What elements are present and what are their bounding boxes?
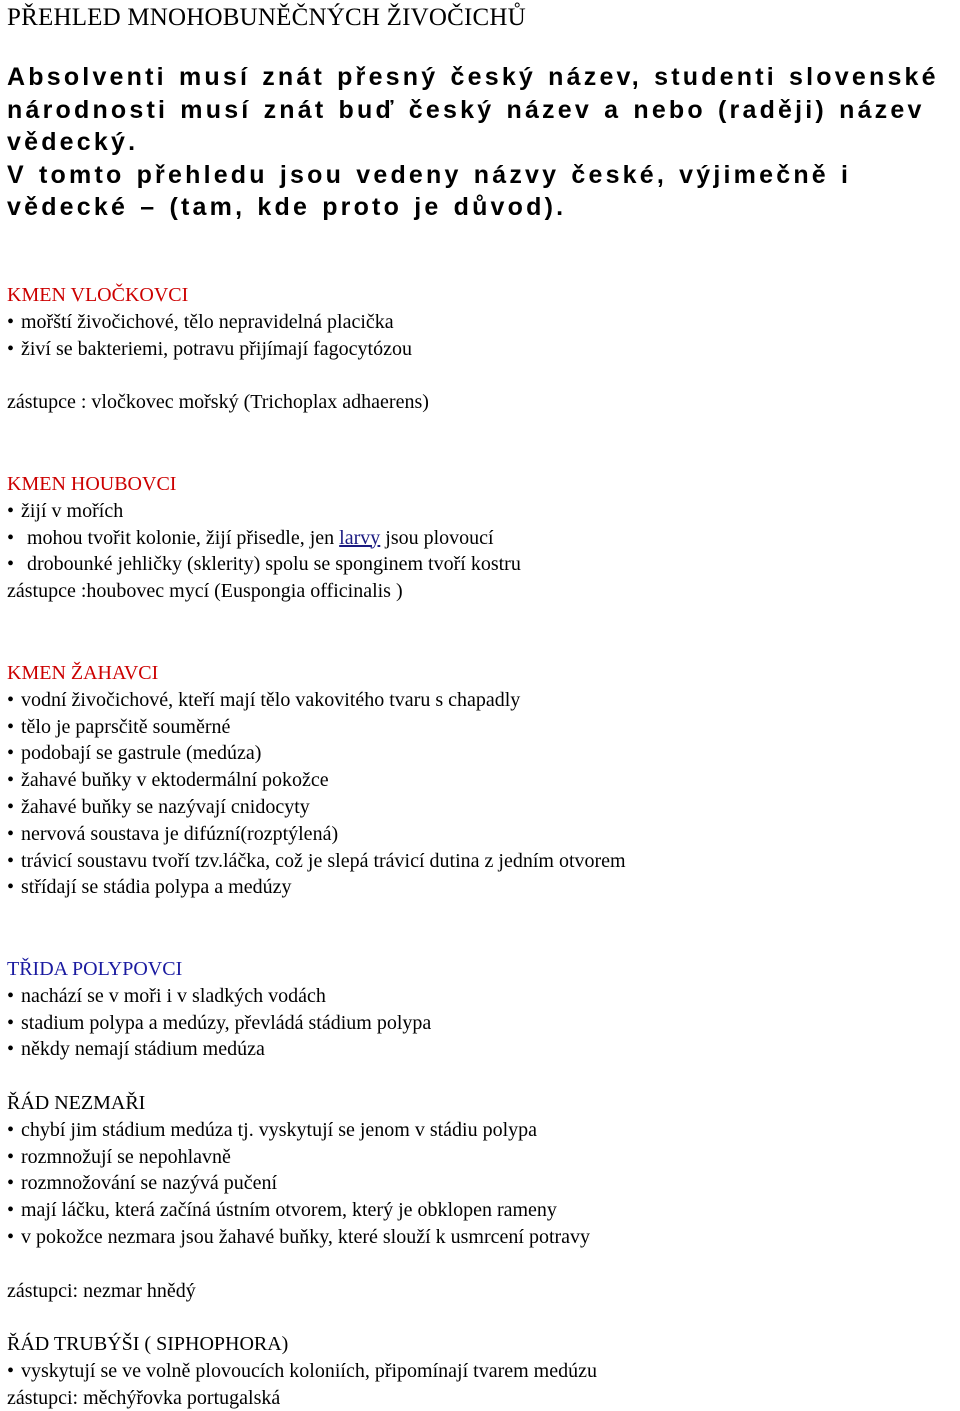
list-item: • vodní živočichové, kteří mají tělo vakovitého tvaru s chapadly (7, 687, 626, 714)
list-item-text: jsou plovoucí (380, 526, 494, 549)
list-item: • živí se bakteriemi, potravu přijímají fagocytózou (7, 336, 429, 363)
list-item: • nervová soustava je difúzní(rozptýlená) (7, 821, 626, 848)
list-item: • tělo je paprsčitě souměrné (7, 714, 626, 741)
list-item: • mořští živočichové, tělo nepravidelná placička (7, 309, 429, 336)
representative-text: zástupci: měchýřovka portugalská (7, 1386, 281, 1409)
larvy-link[interactable]: larvy (339, 526, 381, 549)
section-zahavci (7, 660, 626, 901)
list-item: • nachází se v moři i v sladkých vodách (7, 983, 431, 1010)
list-item: • rozmnožování se nazývá pučení (7, 1170, 590, 1197)
list-item: • žijí v mořích (7, 498, 521, 525)
list-item: • žahavé buňky se nazývají cnidocyty (7, 794, 626, 821)
section-heading: TŘIDA POLYPOVCI (7, 958, 183, 980)
list-item: • žahavé buňky v ektodermální pokožce (7, 767, 626, 794)
section-heading: ŘÁD NEZMAŘI (7, 1092, 146, 1114)
representative-text: zástupce : vločkovec mořský (Trichoplax adhaerens) (7, 391, 429, 414)
section-vlockovci (7, 282, 429, 416)
list-item (7, 525, 521, 552)
representative-text: zástupci: nezmar hnědý (7, 1279, 196, 1302)
section-heading: KMEN VLOČKOVCI (7, 284, 189, 306)
list-item: • v pokožce nezmara jsou žahavé buňky, které slouží k usmrcení potravy (7, 1224, 590, 1251)
section-nezmari (7, 1090, 590, 1305)
representative-text: zástupce :houbovec mycí (Euspongia officinalis ) (7, 580, 403, 603)
list-item-text: mohou tvořit kolonie, žijí přisedle, jen (27, 526, 340, 549)
intro-notice (7, 61, 957, 224)
document-title: PŘEHLED MNOHOBUNĚČNÝCH ŽIVOČICHŮ (7, 4, 526, 31)
section-trubysi (7, 1331, 597, 1411)
list-item: • trávicí soustavu tvoří tzv.láčka, což je slepá trávicí dutina z jedním otvorem (7, 848, 626, 875)
list-item: • střídají se stádia polypa a medúzy (7, 874, 626, 901)
intro-line-2: V tomto přehledu jsou vedeny názvy české, výjimečně i vědecké – (tam, kde proto je důvod). (7, 160, 852, 221)
list-item: • stadium polypa a medúzy, převládá stádium polypa (7, 1010, 431, 1037)
list-item: • podobají se gastrule (medúza) (7, 740, 626, 767)
section-heading: ŘÁD TRUBÝŠI ( SIPHOPHORA) (7, 1333, 289, 1355)
list-item: • drobounké jehličky (sklerity) spolu se sponginem tvoří kostru (7, 551, 521, 578)
document-page (7, 0, 957, 1409)
intro-line-1: Absolventi musí znát přesný český název, studenti slovenské národnosti musí znát buď český název a nebo (raději) název vědecký. (7, 63, 939, 156)
section-polypovci (7, 956, 431, 1063)
list-item: • někdy nemají stádium medúza (7, 1036, 431, 1063)
list-item: • vyskytují se ve volně plovoucích koloniích, připomínají tvarem medúzu (7, 1358, 597, 1385)
section-houbovci (7, 471, 521, 605)
section-heading: KMEN HOUBOVCI (7, 473, 177, 495)
list-item: • mají láčku, která začíná ústním otvorem, který je obklopen rameny (7, 1197, 590, 1224)
list-item: • chybí jim stádium medúza tj. vyskytují se jenom v stádiu polypa (7, 1117, 590, 1144)
list-item: • rozmnožují se nepohlavně (7, 1144, 590, 1171)
section-heading: KMEN ŽAHAVCI (7, 662, 159, 684)
